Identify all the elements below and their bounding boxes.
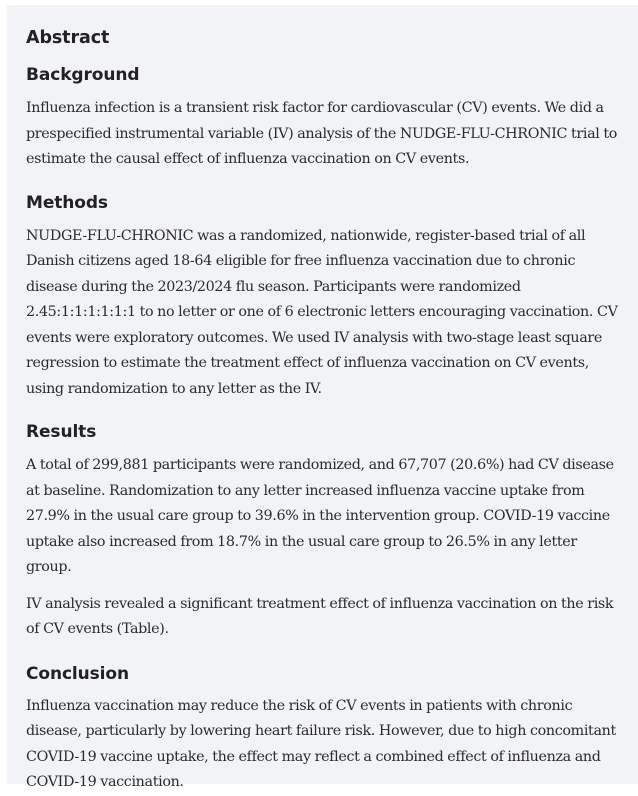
background-section [26,63,622,173]
abstract-panel [7,5,638,790]
conclusion-heading: Conclusion [26,663,129,684]
conclusion-section [26,662,622,796]
results-paragraph: IV analysis revealed a significant treatment effect of influenza vaccination on the risk of CV events (Table). [26,595,614,637]
results-section [26,420,622,643]
methods-paragraph: NUDGE-FLU-CHRONIC was a randomized, nationwide, register-based trial of all Danish citizens aged 18-64 eligible for free influenza vaccination due to chronic disease during the 2023/2024 flu season. Participants were randomized 2.45:1:1:1:1:1:1 to no letter or one of 6 electronic letters encouraging vaccination. CV events were exploratory outcomes. We used IV analysis with two-stage least square regression to estimate the treatment effect of influenza vaccination on CV events, using randomization to any letter as the IV. [26,227,618,397]
conclusion-paragraph: Influenza vaccination may reduce the risk of CV events in patients with chronic disease, particularly by lowering heart failure risk. However, due to high concomitant COVID-19 vaccine uptake, the effect may reflect a combined effect of influenza and COVID-19 vaccination. [26,697,616,790]
background-heading: Background [26,65,140,85]
methods-section [26,191,622,403]
abstract-title: Abstract [26,28,110,48]
methods-heading: Methods [26,192,108,213]
results-heading: Results [26,422,97,442]
background-paragraph: Influenza infection is a transient risk factor for cardiovascular (CV) events. We did a prespecified instrumental variable (IV) analysis of the NUDGE-FLU-CHRONIC trial to estimate the causal effect of influenza vaccination on CV events. [26,100,618,167]
results-paragraph: A total of 299,881 participants were randomized, and 67,707 (20.6%) had CV disease at baseline. Randomization to any letter increased influenza vaccine uptake from 27.9% in the usual care group to 39.6% in the intervention group. COVID-19 vaccine uptake also increased from 18.7% in the usual care group to 26.5% in any letter group. [26,457,614,575]
